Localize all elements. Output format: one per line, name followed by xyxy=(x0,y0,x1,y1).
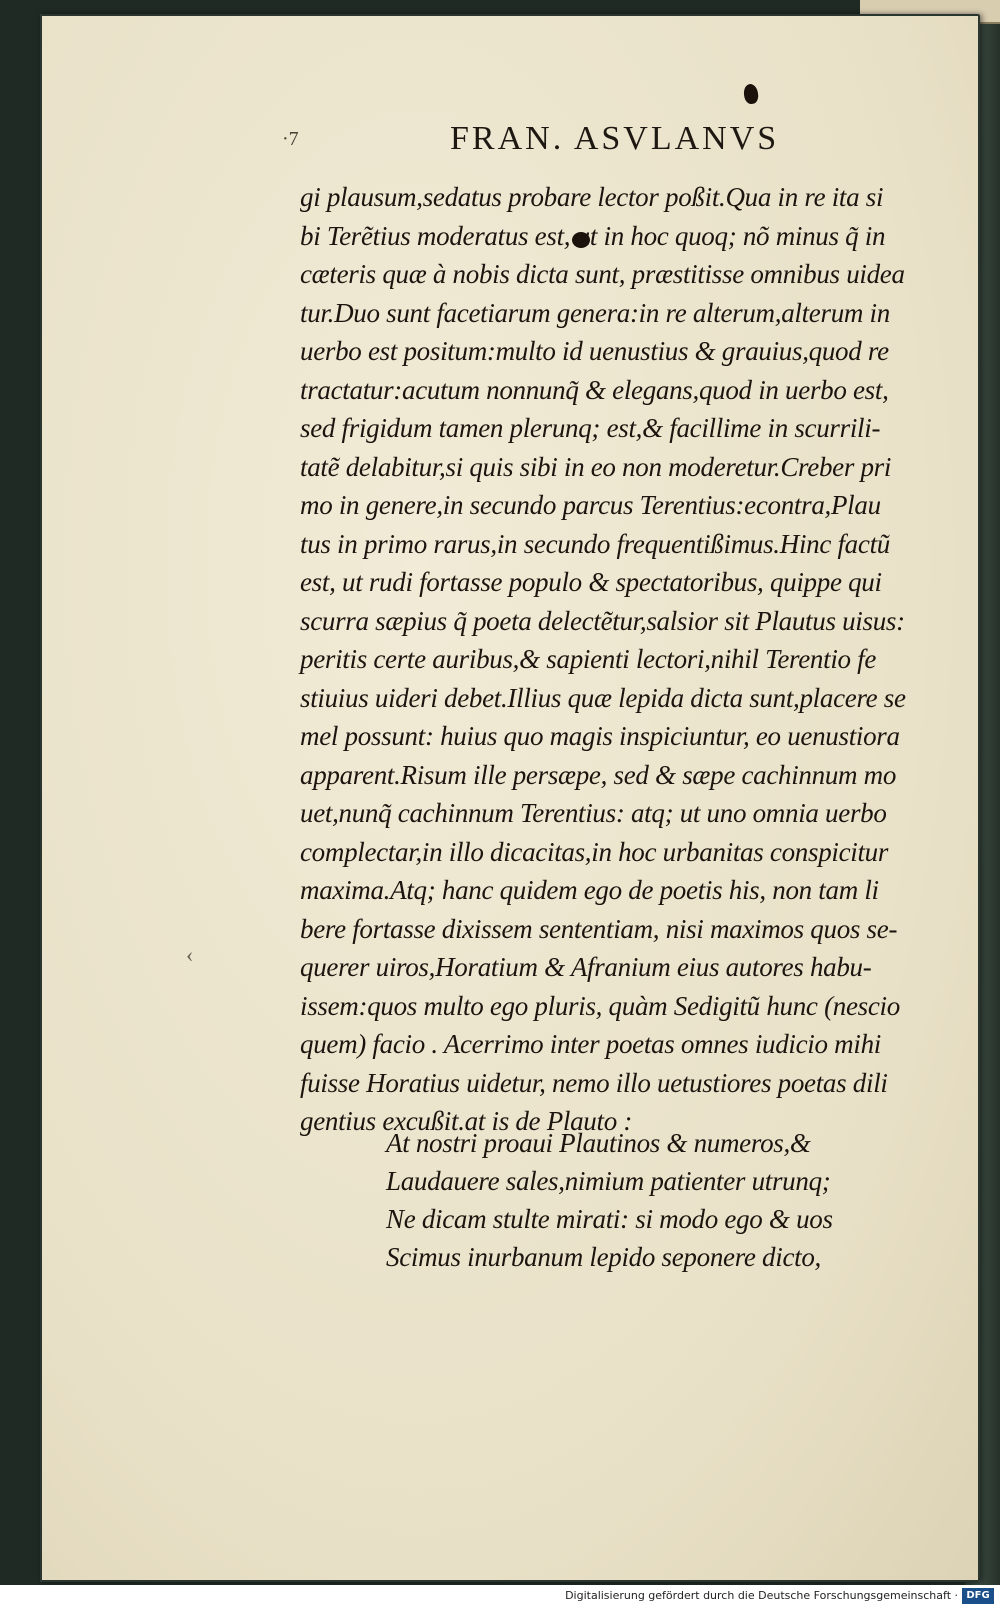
text-line: tractatur:acutum nonnunq̃ & elegans,quod in uerbo est, xyxy=(300,374,889,405)
text-line: querer uiros,Horatium & Afranium eius autores habu- xyxy=(300,952,872,982)
footer-credit: Digitalisierung gefördert durch die Deutsche Forschungsgemeinschaft · xyxy=(565,1589,958,1602)
text-line: uerbo est positum:multo id uenustius & grauius,quod re xyxy=(300,336,889,366)
text-line: peritis certe auribus,& sapienti lectori,nihil Terentio fe xyxy=(300,644,877,674)
folio-mark: ·7 xyxy=(282,128,299,150)
text-line: issem:quos multo ego pluris, quàm Sedigitũ hunc (nescio xyxy=(300,990,900,1021)
body-text xyxy=(300,178,940,1141)
verse-line: Scimus inurbanum lepido seponere dicto, xyxy=(386,1242,821,1272)
text-line: scurra sæpius q̃ poeta delectẽtur,salsior sit Plautus uisus: xyxy=(300,605,905,636)
footer-bar xyxy=(0,1585,1000,1608)
verse-line: Ne dicam stulte mirati: si modo ego & uos xyxy=(386,1204,833,1234)
text-line: quem) facio . Acerrimo inter poetas omnes iudicio mihi xyxy=(300,1029,881,1059)
text-line: est, ut rudi fortasse populo & spectatoribus, quippe qui xyxy=(300,567,882,597)
verse-line: Laudauere sales,nimium patienter utrunq; xyxy=(386,1166,831,1196)
text-line: apparent.Risum ille persæpe, sed & sæpe cachinnum mo xyxy=(300,759,897,790)
text-line: tur.Duo sunt facetiarum genera:in re alterum,alterum in xyxy=(300,297,890,328)
text-line: maxima.Atq; hanc quidem ego de poetis his, non tam li xyxy=(300,875,879,905)
text-line: fuisse Horatius uidetur, nemo illo uetustiores poetas dili xyxy=(300,1067,888,1098)
text-line: sed frigidum tamen plerunq; est,& facillime in scurrili- xyxy=(300,413,881,443)
text-line: complectar,in illo dicacitas,in hoc urbanitas conspicitur xyxy=(300,836,889,867)
text-line: gentius excußit.at is de Plauto : xyxy=(300,1106,633,1136)
text-line: gi plausum,sedatus probare lector poßit.Qua in re ita si xyxy=(300,182,884,212)
text-line: bi Terẽtius moderatus est, ut in hoc quoq; nõ minus q̃ in xyxy=(300,220,886,251)
verse-quotation xyxy=(386,1124,906,1276)
text-line: tatẽ delabitur,si quis sibi in eo non moderetur.Creber pri xyxy=(300,451,892,482)
verse-line: At nostri proaui Plautinos & numeros,& xyxy=(386,1128,811,1158)
margin-mark: ‹ xyxy=(186,942,194,967)
text-line: uet,nunq̃ cachinnum Terentius: atq; ut uno omnia uerbo xyxy=(300,798,887,828)
text-line: stiuius uideri debet.Illius quæ lepida dicta sunt,placere se xyxy=(300,682,906,713)
text-line: mo in genere,in secundo parcus Terentius:econtra,Plau xyxy=(300,490,881,520)
text-line: tus in primo rarus,in secundo frequentißimus.Hinc factũ xyxy=(300,528,890,559)
running-head: FRAN. ASVLANVS xyxy=(450,120,780,157)
text-line: cæteris quæ à nobis dicta sunt, præstitisse omnibus uidea xyxy=(300,259,905,289)
text-line: mel possunt: huius quo magis inspiciuntur, eo uenustiora xyxy=(300,721,900,751)
dfg-logo: DFG xyxy=(962,1588,994,1604)
text-line: bere fortasse dixissem sententiam, nisi maximos quos se- xyxy=(300,913,898,944)
